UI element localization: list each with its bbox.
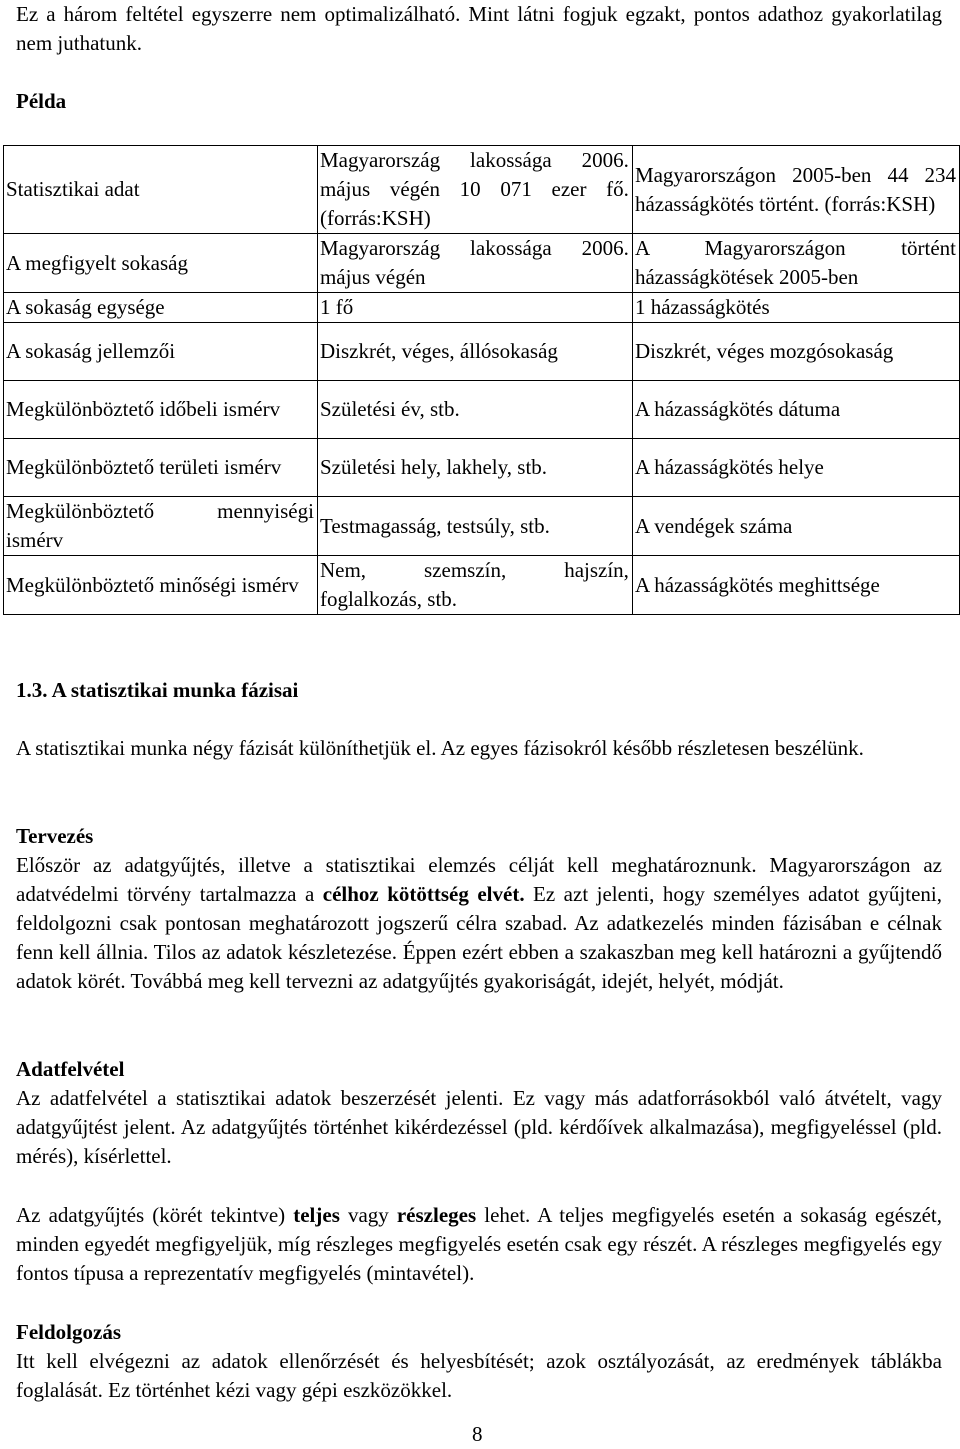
table-cell: Születési hely, lakhely, stb.: [317, 439, 632, 497]
table-cell: 1 házasságkötés: [632, 293, 959, 323]
table-row: [4, 497, 960, 556]
feldolgozas-heading: Feldolgozás: [16, 1320, 121, 1344]
feldolgozas-paragraph: Itt kell elvégezni az adatok ellenőrzését és helyesbítését; azok osztályozását, az eredmények táblákba foglalását. Ez történhet kézi vagy gépi eszközökkel.: [16, 1349, 942, 1402]
table-row: [4, 234, 960, 293]
adatfelvetel-heading: Adatfelvétel: [16, 1057, 125, 1081]
table-cell: Statisztikai adat: [4, 146, 318, 234]
example-heading: Példa: [16, 89, 67, 113]
table-cell: A sokaság jellemzői: [4, 323, 318, 381]
table-cell: A vendégek száma: [632, 497, 959, 556]
table-row: [4, 293, 960, 323]
table-cell: Magyarországon 2005-ben 44 234 házasságkötés történt. (forrás:KSH): [632, 146, 959, 234]
table-cell: Nem, szemszín, hajszín, foglalkozás, stb.: [317, 556, 632, 615]
table-row: [4, 556, 960, 615]
table-cell: A házasságkötés dátuma: [632, 381, 959, 439]
tervezes-paragraph: [16, 851, 942, 996]
adatfelvetel-text-a: Az adatgyűjtés (körét tekintve): [16, 1203, 294, 1227]
tervezes-text-b: Ez azt jelenti, hogy személyes adatot gyűjteni, feldolgozni csak pontosan meghatározott jogszerű célra szabad. Az adatkezelés minden fázisában e célnak fenn kell állnia. Tilos az adatok készletezése. Éppen ezért ebben a szakaszban meg kell határozni a gyűjtendő adatok körét. Továbbá meg kell tervezni az adatgyűjtés gyakoriságát, idejét, helyét, módját.: [16, 882, 942, 993]
adatfelvetel-paragraph-2: [16, 1201, 942, 1288]
table-row: [4, 323, 960, 381]
table-cell: Magyarország lakossága 2006. május végén: [317, 234, 632, 293]
adatfelvetel-text-b: vagy: [339, 1203, 397, 1227]
table-cell: A házasságkötés meghittsége: [632, 556, 959, 615]
table-cell: Diszkrét, véges, állósokaság: [317, 323, 632, 381]
section-intro-paragraph: A statisztikai munka négy fázisát különíthetjük el. Az egyes fázisokról később részletesen beszélünk.: [16, 736, 864, 760]
table-cell: Testmagasság, testsúly, stb.: [317, 497, 632, 556]
adatfelvetel-bold-teljes: teljes: [293, 1203, 340, 1227]
adatfelvetel-paragraph-1: Az adatfelvétel a statisztikai adatok beszerzését jelenti. Ez vagy más adatforrásokból való átvételt, vagy adatgyűjtést jelent. Az adatgyűjtés történhet kikérdezéssel (pld. kérdőívek alkalmazása), megfigyeléssel (pld. mérés), kísérlettel.: [16, 1086, 942, 1168]
intro-paragraph: Ez a három feltétel egyszerre nem optimalizálható. Mint látni fogjuk egzakt, pontos adathoz gyakorlatilag nem juthatunk.: [16, 2, 942, 55]
adatfelvetel-text-c: lehet. A teljes megfigyelés esetén a sokaság egészét, minden egyedét megfigyeljük, míg részleges megfigyelés esetén csak egy részét. A részleges megfigyelés egy fontos típusa a reprezentatív megfigyelés (mintavétel).: [16, 1203, 942, 1285]
table-cell: Magyarország lakossága 2006. május végén 10 071 ezer fő. (forrás:KSH): [317, 146, 632, 234]
example-table: [3, 145, 960, 615]
tervezes-text-a: Először az adatgyűjtés, illetve a statisztikai elemzés célját kell meghatároznunk. Magyarországon az adatvédelmi törvény tartalmazza a: [16, 853, 942, 906]
table-cell: Megkülönböztető minőségi ismérv: [4, 556, 318, 615]
section-title: 1.3. A statisztikai munka fázisai: [16, 678, 299, 702]
table-cell: Diszkrét, véges mozgósokaság: [632, 323, 959, 381]
table-row: [4, 146, 960, 234]
table-cell: Megkülönböztető területi ismérv: [4, 439, 318, 497]
table-cell: 1 fő: [317, 293, 632, 323]
table-cell: A Magyarországon történt házasságkötések 2005-ben: [632, 234, 959, 293]
table-cell: Születési év, stb.: [317, 381, 632, 439]
table-cell: A sokaság egysége: [4, 293, 318, 323]
table-cell: Megkülönböztető mennyiségi ismérv: [4, 497, 318, 556]
adatfelvetel-bold-reszleges: részleges: [396, 1203, 477, 1227]
table-row: [4, 381, 960, 439]
table-cell: A házasságkötés helye: [632, 439, 959, 497]
tervezes-bold: célhoz kötöttség elvét.: [322, 882, 525, 906]
table-row: [4, 439, 960, 497]
tervezes-heading: Tervezés: [16, 824, 94, 848]
table-cell: Megkülönböztető időbeli ismérv: [4, 381, 318, 439]
table-cell: A megfigyelt sokaság: [4, 234, 318, 293]
page-number: 8: [472, 1422, 483, 1446]
